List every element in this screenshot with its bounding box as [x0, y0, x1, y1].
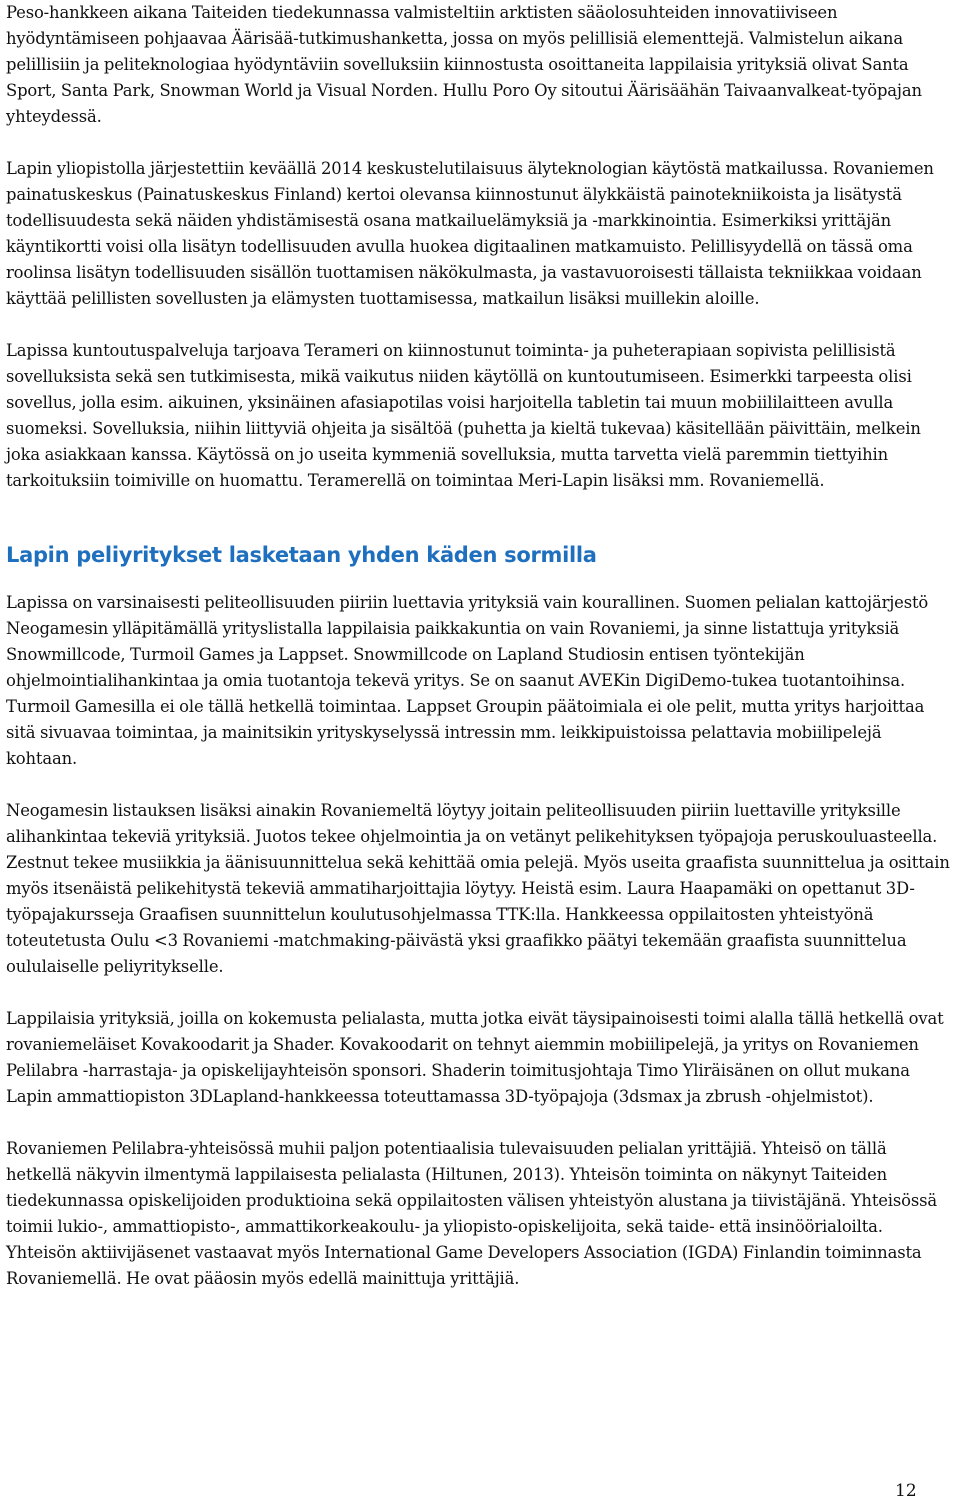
document-page — [6, 0, 954, 1292]
section-gap — [6, 494, 954, 540]
paragraph-gap — [6, 1110, 954, 1136]
intro-paragraph-terameri: Lapissa kuntoutuspalveluja tarjoava Terameri on kiinnostunut toiminta- ja puheterapiaan sopivista pelillisistä sovelluksista sekä sen tutkimisesta, mikä vaikutus niiden käytöllä on kuntoutumiseen. Esimerkki tarpeesta olisi sovellus, jolla esim. aikuinen, yksinäinen afasiapotilas voisi harjoitella tabletin tai muun mobiililaitteen avulla suomeksi. Sovelluksia, niihin liittyviä ohjeita ja sisältöä (puhetta ja kieltä tukevaa) käsitellään päivittäin, melkein joka asiakkaan kanssa. Käytössä on jo useita kymmeniä sovelluksia, mutta tarvetta vielä paremmin tiettyihin tarkoituksiin toimiville on huomattu. Teramerellä on toimintaa Meri-Lapin lisäksi mm. Rovaniemellä. — [6, 341, 921, 490]
paragraph-gap — [6, 772, 954, 798]
heading-gap — [6, 570, 954, 590]
section-paragraph-pelilabra: Rovaniemen Pelilabra-yhteisössä muhii paljon potentiaalisia tulevaisuuden pelialan yrittäjiä. Yhteisö on tällä hetkellä näkyvin ilmentymä lappilaisesta pelialasta (Hiltunen, 2013). Yhteisön toiminta on näkynyt Taiteiden tiedekunnassa opiskelijoiden produktioina sekä oppilaitosten välisen yhteistyön alustana ja tiivistäjänä. Yhteisössä toimii lukio-, ammattiopisto-, ammattikorkeakoulu- ja yliopisto-opiskelijoita, sekä taide- että insinöörialoilta. Yhteisön aktiivijäsenet vastaavat myös International Game Developers Association (IGDA) Finlandin toiminnasta Rovaniemellä. He ovat pääosin myös edellä mainittuja yrittäjiä. — [6, 1139, 938, 1288]
section-heading: Lapin peliyritykset lasketaan yhden käden sormilla — [6, 543, 597, 567]
page-number: 12 — [895, 1481, 917, 1501]
intro-paragraph-aarisaa: Peso-hankkeen aikana Taiteiden tiedekunnassa valmisteltiin arktisten sääolosuhteiden innovatiiviseen hyödyntämiseen pohjaavaa Äärisää-tutkimushanketta, jossa on myös pelillisiä elementtejä. Valmistelun aikana pelillisiin ja peliteknologiaa hyödyntäviin sovelluksiin kiinnostusta osoittaneita lappilaisia yrityksiä olivat Santa Sport, Santa Park, Snowman World ja Visual Norden. Hullu Poro Oy sitoutui Äärisäähän Taivaanvalkeat-työpajan yhteydessä. — [6, 3, 922, 126]
intro-paragraph-lapin-yliopisto: Lapin yliopistolla järjestettiin keväällä 2014 keskustelutilaisuus älyteknologian käytöstä matkailussa. Rovaniemen painatuskeskus (Painatuskeskus Finland) kertoi olevansa kiinnostunut älykkäistä painotekniikoista ja lisätystä todellisuudesta sekä näiden yhdistämisestä osana matkailuelämyksiä ja -markkinointia. Esimerkiksi yrittäjän käyntikortti voisi olla lisätyn todellisuuden avulla huokea digitaalinen matkamuisto. Pelillisyydellä on tässä oma roolinsa lisätyn todellisuuden sisällön tuottamisen näkökulmasta, ja vastavuoroisesti tällaista tekniikkaa voidaan käyttää pelillisten sovellusten ja elämysten tuottamisessa, matkailun lisäksi muillekin aloille. — [6, 159, 934, 308]
paragraph-gap — [6, 312, 954, 338]
section-paragraph-experienced-companies: Lappilaisia yrityksiä, joilla on kokemusta pelialasta, mutta jotka eivät täysipainoisesti toimi alalla tällä hetkellä ovat rovaniemeläiset Kovakoodarit ja Shader. Kovakoodarit on tehnyt aiemmin mobiilipelejä, ja yritys on Rovaniemen Pelilabra -harrastaja- ja opiskelijayhteisön sponsori. Shaderin toimitusjohtaja Timo Yliräisänen on ollut mukana Lapin ammattiopiston 3DLapland-hankkeessa toteuttamassa 3D-työpajoja (3dsmax ja zbrush -ohjelmistot). — [6, 1009, 944, 1106]
paragraph-gap — [6, 980, 954, 1006]
section-paragraph-neogames: Lapissa on varsinaisesti peliteollisuuden piiriin luettavia yrityksiä vain kourallinen. Suomen pelialan kattojärjestö Neogamesin ylläpitämällä yrityslistalla lappilaisia paikkakuntia on vain Rovaniemi, ja sinne listattuja yrityksiä Snowmillcode, Turmoil Games ja Lappset. Snowmillcode on Lapland Studiosin entisen työntekijän ohjelmointialihankintaa ja omia tuotantoja tekevä yritys. Se on saanut AVEKin DigiDemo-tukea tuotantoihinsa. Turmoil Gamesilla ei ole tällä hetkellä toimintaa. Lappset Groupin päätoimiala ei ole pelit, mutta yritys harjoittaa sitä sivuavaa toimintaa, ja mainitsikin yrityskyselyssä intressin mm. leikkipuistoissa pelattavia mobiilipelejä kohtaan. — [6, 593, 929, 768]
paragraph-gap — [6, 130, 954, 156]
section-paragraph-subcontractors: Neogamesin listauksen lisäksi ainakin Rovaniemeltä löytyy joitain peliteollisuuden piiriin luettaville yrityksille alihankintaa tekeviä yrityksiä. Juotos tekee ohjelmointia ja on vetänyt pelikehityksen työpajoja peruskouluasteella. Zestnut tekee musiikkia ja äänisuunnittelua sekä kehittää omia pelejä. Myös useita graafista suunnittelua ja osittain myös itsenäistä pelikehitystä tekeviä ammatiharjoittajia löytyy. Heistä esim. Laura Haapamäki on opettanut 3D-työpajakursseja Graafisen suunnittelun koulutusohjelmassa TTK:lla. Hankkeessa oppilaitosten yhteistyönä toteutetusta Oulu <3 Rovaniemi -matchmaking-päivästä yksi graafikko päätyi tekemään graafista suunnittelua oululaiselle peliyritykselle. — [6, 801, 950, 976]
